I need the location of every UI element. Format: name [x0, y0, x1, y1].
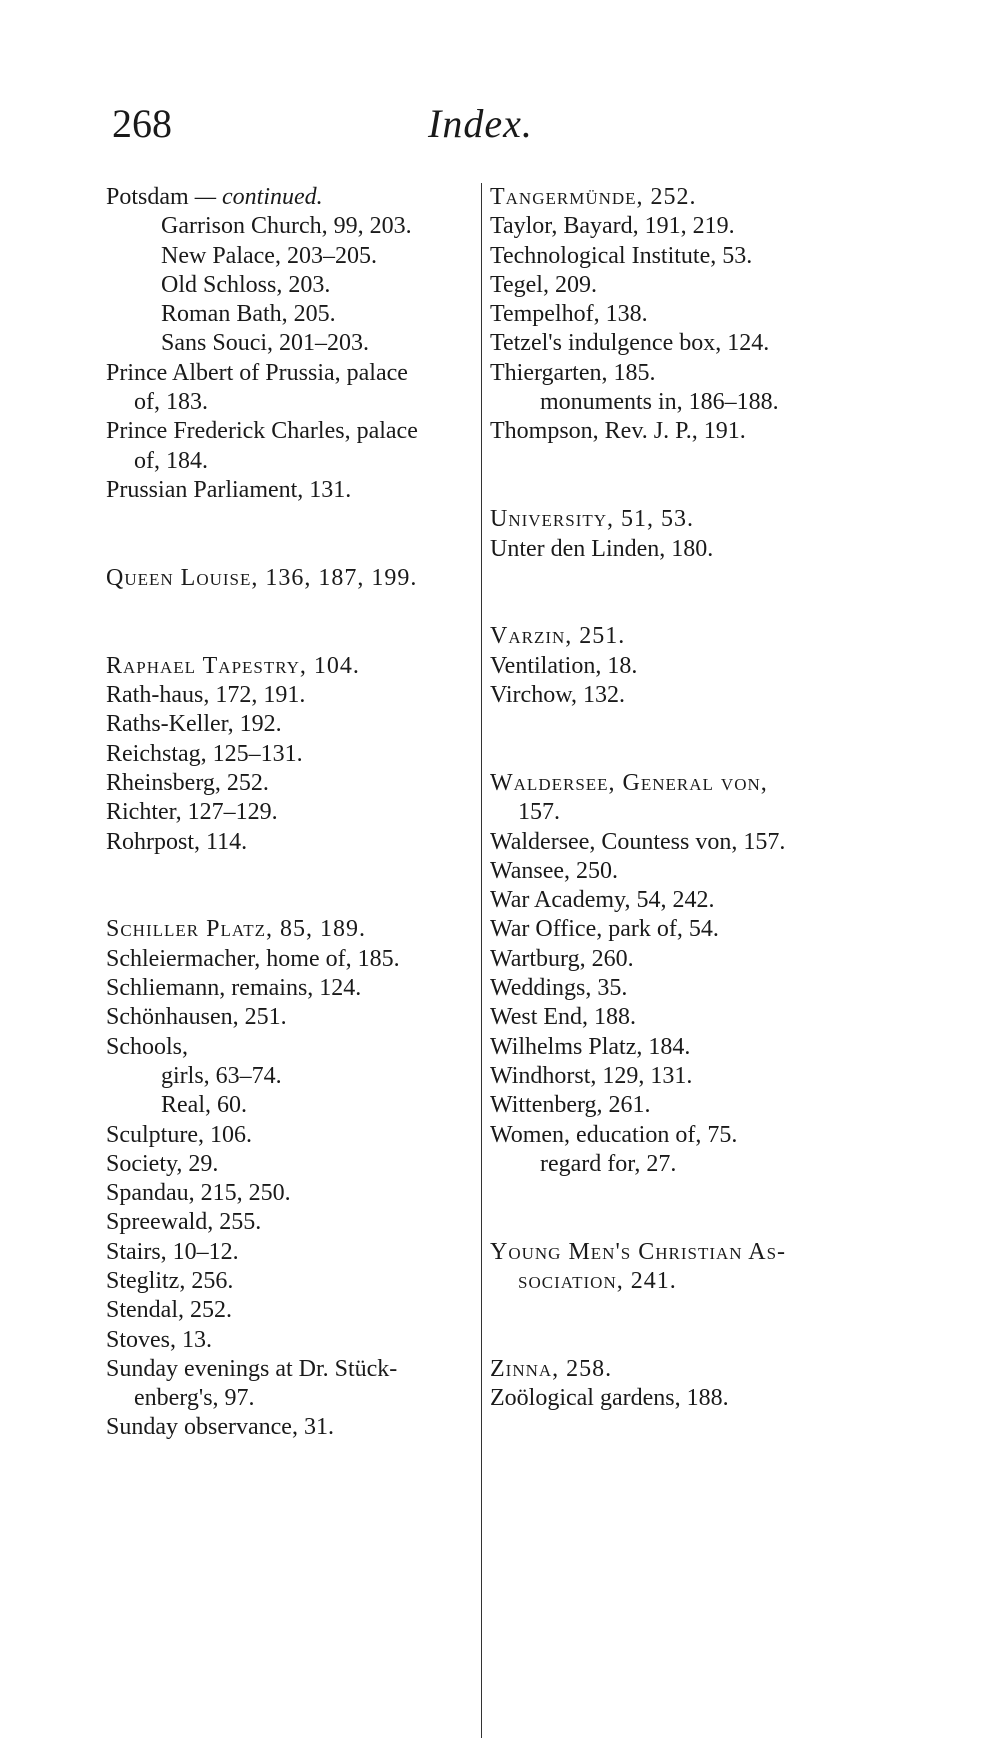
- index-entry: West End, 188.: [490, 1004, 637, 1031]
- index-entry: Tempelhof, 138.: [490, 301, 648, 328]
- index-subentry: Sans Souci, 201–203.: [161, 330, 370, 357]
- index-entry: Wilhelms Platz, 184.: [490, 1033, 691, 1060]
- index-entry: Rath-haus, 172, 191.: [106, 682, 306, 709]
- index-entry: Sculpture, 106.: [106, 1121, 252, 1148]
- index-subentry: New Palace, 203–205.: [161, 242, 377, 269]
- index-entry: Schleiermacher, home of, 185.: [106, 945, 400, 972]
- index-entry-continuation: of, 184.: [134, 447, 208, 474]
- index-subentry: girls, 63–74.: [161, 1062, 282, 1089]
- page-title: Index.: [428, 101, 533, 146]
- index-subentry: Old Schloss, 203.: [161, 271, 331, 298]
- index-entry: Unter den Linden, 180.: [490, 535, 714, 562]
- index-subentry: Garrison Church, 99, 203.: [161, 213, 412, 240]
- index-entry: [106, 183, 476, 212]
- index-entry: Prince Frederick Charles, palace: [106, 418, 418, 445]
- index-entry: Rohrpost, 114.: [106, 828, 248, 855]
- index-subentry: regard for, 27.: [540, 1150, 677, 1177]
- index-entry: Queen Louise, 136, 187, 199.: [106, 564, 418, 591]
- index-entry: Wartburg, 260.: [490, 945, 634, 972]
- index-entry: Stoves, 13.: [106, 1326, 213, 1353]
- index-entry: University, 51, 53.: [490, 506, 695, 533]
- index-subentry: Real, 60.: [161, 1092, 247, 1119]
- index-entry: Young Men's Christian As-: [490, 1238, 787, 1265]
- page-number: 268: [112, 101, 172, 146]
- index-entry-continuation: 157.: [518, 799, 560, 826]
- index-entry: Spandau, 215, 250.: [106, 1180, 291, 1207]
- index-entry: Ventilation, 18.: [490, 652, 638, 679]
- index-entry: Wansee, 250.: [490, 857, 619, 884]
- index-entry: Raphael Tapestry, 104.: [106, 652, 360, 679]
- index-entry: Reichstag, 125–131.: [106, 740, 303, 767]
- index-entry: Stendal, 252.: [106, 1297, 232, 1324]
- index-entry: Rheinsberg, 252.: [106, 769, 269, 796]
- index-subentry: monuments in, 186–188.: [540, 389, 779, 416]
- index-entry: Taylor, Bayard, 191, 219.: [490, 213, 735, 240]
- index-entry: Sunday evenings at Dr. Stück-: [106, 1355, 398, 1382]
- index-entry: War Academy, 54, 242.: [490, 887, 715, 914]
- index-entry: Stairs, 10–12.: [106, 1238, 239, 1265]
- index-entry: Waldersee, Countess von, 157.: [490, 828, 786, 855]
- index-entry-continuation: sociation, 241.: [518, 1267, 677, 1294]
- entry-heading: Potsdam: [106, 184, 189, 210]
- index-entry: Spreewald, 255.: [106, 1209, 262, 1236]
- index-column-left: [106, 183, 476, 1443]
- index-entry: Prussian Parliament, 131.: [106, 476, 352, 503]
- index-entry: Zoölogical gardens, 188.: [490, 1385, 729, 1412]
- index-entry: Schools,: [106, 1033, 189, 1060]
- index-entry: Schönhausen, 251.: [106, 1004, 287, 1031]
- column-divider: [481, 183, 482, 1738]
- index-entry-continuation: of, 183.: [134, 389, 208, 416]
- index-entry: Technological Institute, 53.: [490, 242, 753, 269]
- index-entry: Tegel, 209.: [490, 271, 597, 298]
- index-entry: Schliemann, remains, 124.: [106, 975, 362, 1002]
- index-entry: Steglitz, 256.: [106, 1267, 234, 1294]
- continued-note: — continued.: [194, 184, 323, 210]
- index-entry: Virchow, 132.: [490, 682, 625, 709]
- index-entry: War Office, park of, 54.: [490, 916, 719, 943]
- index-entry: Tetzel's indulgence box, 124.: [490, 330, 770, 357]
- index-entry: Tangermünde, 252.: [490, 184, 697, 210]
- index-entry: Zinna, 258.: [490, 1355, 613, 1382]
- index-column-right: [490, 183, 850, 1413]
- index-entry: Women, education of, 75.: [490, 1121, 738, 1148]
- index-entry: Varzin, 251.: [490, 623, 626, 650]
- index-entry: Waldersee, General von,: [490, 769, 768, 796]
- index-entry: Raths-Keller, 192.: [106, 711, 282, 738]
- index-subentry: Roman Bath, 205.: [161, 301, 336, 328]
- index-entry: Wittenberg, 261.: [490, 1092, 651, 1119]
- index-entry: Society, 29.: [106, 1150, 219, 1177]
- index-entry-continuation: enberg's, 97.: [134, 1385, 255, 1412]
- index-entry: Schiller Platz, 85, 189.: [106, 916, 367, 943]
- index-entry: Thompson, Rev. J. P., 191.: [490, 418, 746, 445]
- index-entry: Richter, 127–129.: [106, 799, 278, 826]
- index-entry: Thiergarten, 185.: [490, 359, 656, 386]
- index-entry: Prince Albert of Prussia, palace: [106, 359, 408, 386]
- index-entry: Weddings, 35.: [490, 975, 628, 1002]
- index-entry: Sunday observance, 31.: [106, 1414, 334, 1441]
- index-entry: Windhorst, 129, 131.: [490, 1062, 693, 1089]
